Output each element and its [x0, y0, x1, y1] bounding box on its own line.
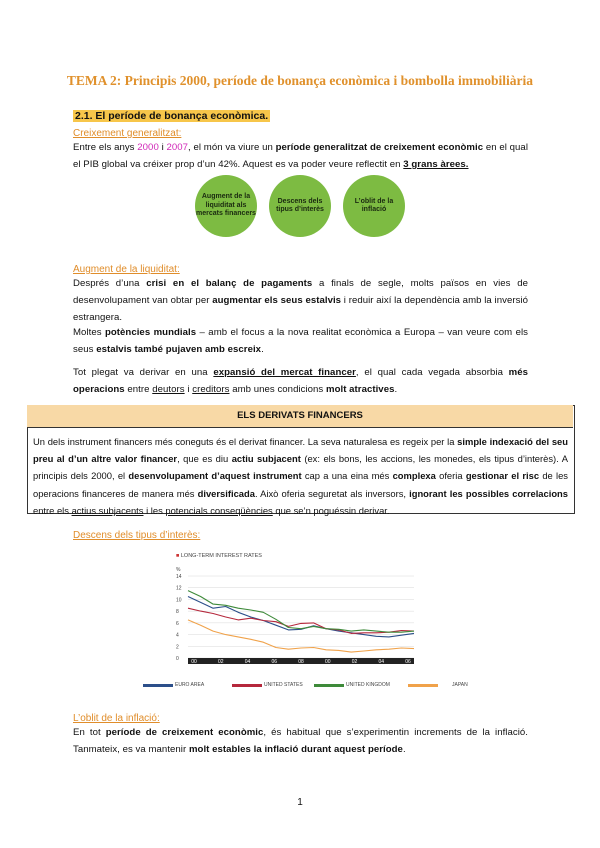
subheading-liquiditat: Augment de la liquiditat: [73, 264, 180, 275]
circle-inflacio: L’oblit de la inflació [343, 175, 405, 237]
circle-tipus-interes: Descens dels tipus d’interès [269, 175, 331, 237]
legend-label-uk: UNITED KINGDOM [346, 682, 390, 688]
legend-swatch-us [232, 684, 262, 687]
y-tick-label: 4 [176, 632, 179, 639]
y-tick-label: 12 [176, 585, 182, 592]
paragraph-inflacio: En tot període de creixement econòmic, és habitual que s’experimentin increments de la inflació. Tanmateix, es va mantenir molt estables la inflació durant aquest període. [73, 727, 528, 755]
series-line-euro-area [188, 597, 414, 637]
y-tick-label: 2 [176, 644, 179, 651]
subheading-interes: Descens dels tipus d’interès: [73, 530, 201, 541]
interest-rates-chart [170, 548, 430, 693]
paragraph-creixement: Entre els anys 2000 i 2007, el món va viure un període generalitzat de creixement econòmic en el qual el PIB global va créixer prop d’un 42%. Aquest es va poder veure reflectit en 3 grans àrees. [73, 142, 528, 170]
legend-label-japan: JAPAN [452, 682, 468, 688]
legend-label-euro: EURO AREA [175, 682, 205, 688]
y-tick-label: 8 [176, 609, 179, 616]
page-number: 1 [297, 797, 303, 808]
chart-title: ■ LONG-TERM INTEREST RATES [176, 553, 262, 559]
x-tick-label: 06 [271, 659, 278, 665]
chart-ylabel: % [176, 567, 181, 573]
section-heading: 2.1. El període de bonança econòmica. [75, 110, 269, 122]
y-tick-label: 6 [176, 620, 179, 627]
chart-legend [140, 680, 480, 692]
legend-label-us: UNITED STATES [264, 682, 303, 688]
series-line-united-kingdom [188, 591, 414, 633]
x-tick-label: 00 [324, 659, 331, 665]
paragraph-liquiditat: Després d’una crisi en el balanç de pagaments a finals de segle, molts països en vies de desenvolupament van obtar per augmentar els seus estalvis i reduir així la dependència amb la inversió estrangera. [73, 278, 529, 323]
x-tick-label: 02 [217, 659, 224, 665]
x-tick-label: 04 [378, 659, 385, 665]
legend-swatch-japan [408, 684, 438, 687]
x-tick-label: 04 [244, 659, 251, 665]
paragraph-potencies: Moltes potències mundials – amb el focus a la nova realitat econòmica a Europa – van veure com els seus estalvis també pujaven amb escreix. [73, 327, 529, 355]
subheading-inflacio: L’oblit de la inflació: [73, 713, 160, 724]
legend-swatch-uk [314, 684, 344, 687]
circle-liquiditat: Augment de la liquiditat als mercats financers [195, 175, 257, 237]
document-title: TEMA 2: Principis 2000, període de bonança econòmica i bombolla immobiliària [66, 73, 534, 88]
y-tick-label: 14 [176, 574, 182, 580]
derivats-box-text: Un dels instrument financers més coneguts és el derivat financer. La seva naturalesa es regeix per la simple indexació del seu preu al d’un altre valor financer, que es diu actiu subjacent (ex: els bons, les accions, les monedes, els tipus d’interès). A principis dels 2000, el desenvolupament d’aquest instrument cap a una eina més complexa oferia gestionar el risc de les operacions financeres de manera més diversificada. Això oferia seguretat als inversors, ignorant les possibles correlacions entre els actius subjacents i les potencials conseqüències que se’n poguéssin derivar. [33, 436, 568, 516]
x-tick-label: 00 [191, 659, 197, 665]
x-tick-label: 06 [405, 659, 411, 665]
y-tick-label: 0 [176, 656, 179, 662]
legend-swatch-euro [143, 684, 173, 687]
derivats-box-heading: ELS DERIVATS FINANCERS [27, 405, 573, 428]
y-tick-label: 10 [176, 597, 182, 604]
subheading-creixement: Creixement generalitzat: [73, 128, 182, 139]
paragraph-expansio: Tot plegat va derivar en una expansió del mercat financer, el qual cada vegada absorbia més operacions entre deutors i creditors amb unes condicions molt atractives. [73, 367, 529, 395]
x-tick-label: 02 [351, 659, 358, 665]
x-tick-label: 08 [298, 659, 304, 665]
